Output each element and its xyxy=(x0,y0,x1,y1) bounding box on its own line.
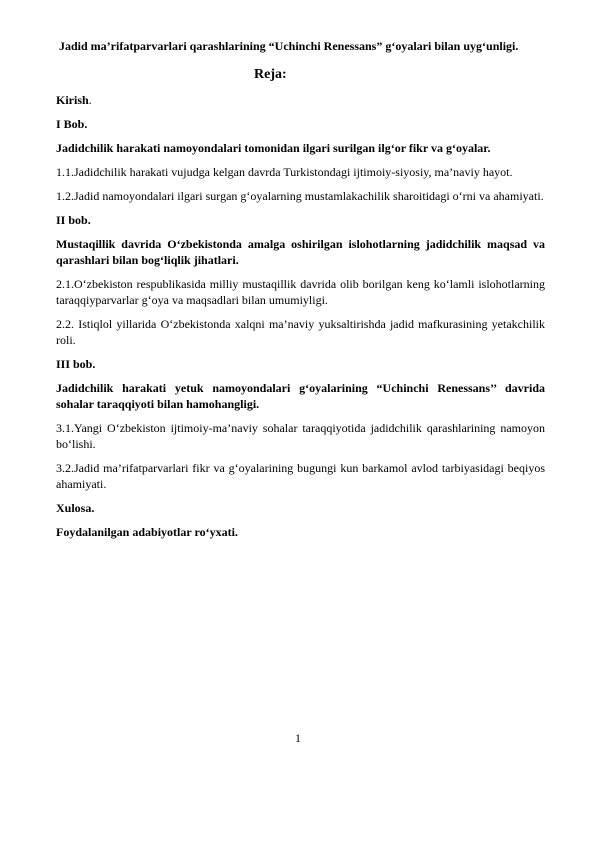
intro-dot: . xyxy=(88,93,92,107)
intro-line xyxy=(56,92,545,108)
section-3-2: 3.2.Jadid ma’rifatparvarlari fikr va g‘oyalarining bugungi kun barkamol avlod tarbiyasidagi beqiyos ahamiyati. xyxy=(56,461,545,491)
page-number: 1 xyxy=(295,731,301,745)
chapter-2-heading: II bob. xyxy=(56,213,91,227)
section-3-1: 3.1.Yangi O‘zbekiston ijtimoiy-ma’naviy sohalar taraqqiyotida jadidchilik qarashlarining namoyon bo‘lishi. xyxy=(56,421,545,451)
references-heading: Foydalanilgan adabiyotlar ro‘yxati. xyxy=(56,525,238,539)
chapter-3-heading: III bob. xyxy=(56,357,96,371)
plan-heading: Reja: xyxy=(254,67,287,82)
section-2-2: 2.2. Istiqlol yillarida O‘zbekistonda xalqni ma’naviy yuksaltirishda jadid mafkurasining yetakchilik roli. xyxy=(56,317,545,347)
conclusion-heading: Xulosa. xyxy=(56,501,95,515)
document-page xyxy=(56,38,545,548)
chapter-1-title: Jadidchilik harakati namoyondalari tomonidan ilgari surilgan ilg‘or fikr va g‘oyalar. xyxy=(56,141,491,155)
intro-label: Kirish xyxy=(56,93,89,107)
chapter-3-title: Jadidchilik harakati yetuk namoyondalari g‘oyalarining “Uchinchi Renessans’’ davrida sohalar taraqqiyoti bilan hamohangligi. xyxy=(56,381,545,411)
document-title: Jadid ma’rifatparvarlari qarashlarining “Uchinchi Renessans” g‘oyalari bilan uyg‘unligi. xyxy=(56,39,519,53)
section-1-2: 1.2.Jadid namoyondalari ilgari surgan g‘oyalarning mustamlakachilik sharoitidagi o‘rni va ahamiyati. xyxy=(56,189,544,203)
section-1-1: 1.1.Jadidchilik harakati vujudga kelgan davrda Turkistondagi ijtimoiy-siyosiy, ma’naviy hayot. xyxy=(56,165,513,179)
chapter-2-title: Mustaqillik davrida O‘zbekistonda amalga oshirilgan islohotlarning jadidchilik maqsad va qarashlari bilan bog‘liqlik jihatlari. xyxy=(56,237,545,267)
chapter-1-heading: I Bob. xyxy=(56,117,88,131)
section-2-1: 2.1.O‘zbekiston respublikasida milliy mustaqillik davrida olib borilgan keng ko‘lamli islohotlarning taraqqiyparvarlar g‘oya va maqsadlari bilan umumiyligi. xyxy=(56,277,545,307)
